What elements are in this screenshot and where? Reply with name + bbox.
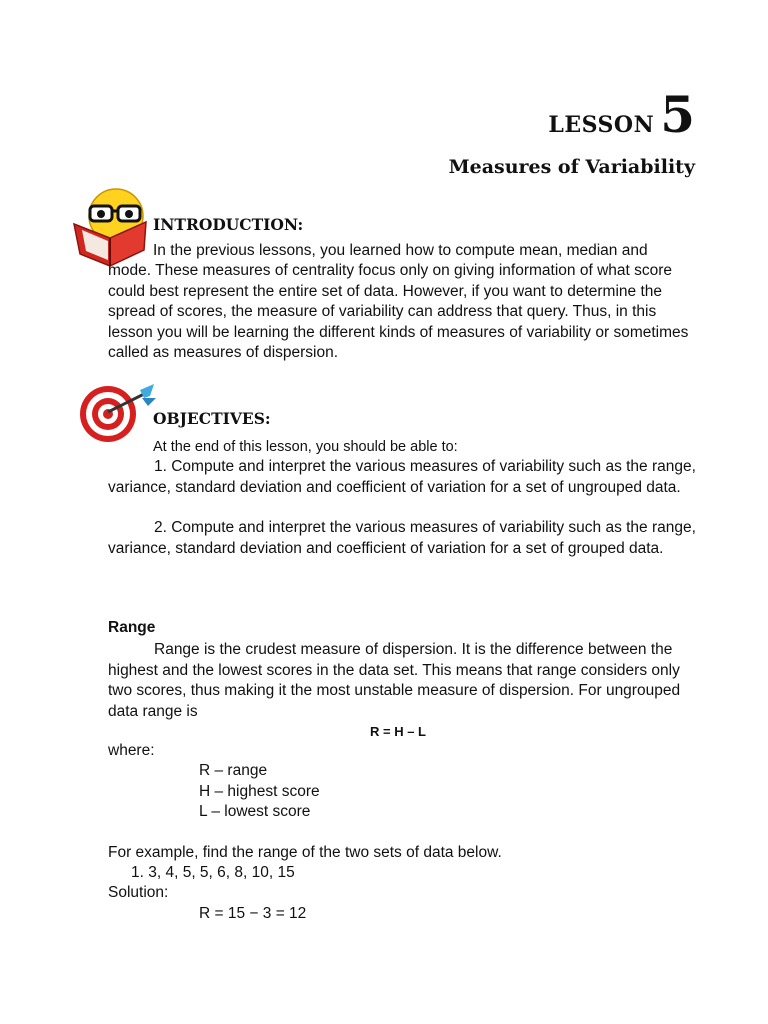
definition-item: H – highest score [199,783,320,800]
objective-item: 2. Compute and interpret the various measures of variability such as the range, variance, standard deviation and coefficient of variation for a set of grouped data. [108,519,696,557]
target-dart-icon [78,382,160,449]
range-formula: R = H – L [370,724,426,739]
introduction-paragraph: mode. These measures of centrality focus only on giving information of what score could best represent the entire set of data. However, if you want to determine the spread of scores, the measure of variability can address that query. Thus, in this lesson you will be learning the different kinds of measures of variability or sometimes called as measures of dispersion. [108,262,689,361]
introduction-first-line: In the previous lessons, you learned how to compute mean, median and [153,242,648,259]
range-heading: Range [108,619,156,636]
objectives-heading: OBJECTIVES: [153,409,271,428]
definition-item: R – range [199,762,268,779]
range-paragraph: Range is the crudest measure of dispersion. It is the difference between the highest and the lowest scores in the data set. This means that range considers only two scores, thus making it the most unstable measure of dispersion. For ungrouped data range is [108,641,681,720]
solution-label: Solution: [108,884,169,901]
objective-item: 1. Compute and interpret the various measures of variability such as the range, variance, standard deviation and coefficient of variation for a set of ungrouped data. [108,458,696,496]
example-intro: For example, find the range of the two sets of data below. [108,844,502,861]
where-label: where: [108,742,155,759]
lesson-heading [548,85,695,144]
page-title: Measures of Variability [448,156,695,178]
objectives-lead: At the end of this lesson, you should be able to: [153,439,458,455]
example-data-set: 1. 3, 4, 5, 5, 6, 8, 10, 15 [131,864,295,881]
lesson-number: 5 [660,85,695,144]
definition-item: L – lowest score [199,803,311,820]
solution-equation: R = 15 − 3 = 12 [199,905,307,922]
lesson-label: LESSON [548,112,655,138]
introduction-heading: INTRODUCTION: [153,215,304,234]
reading-smiley-icon [70,186,150,273]
